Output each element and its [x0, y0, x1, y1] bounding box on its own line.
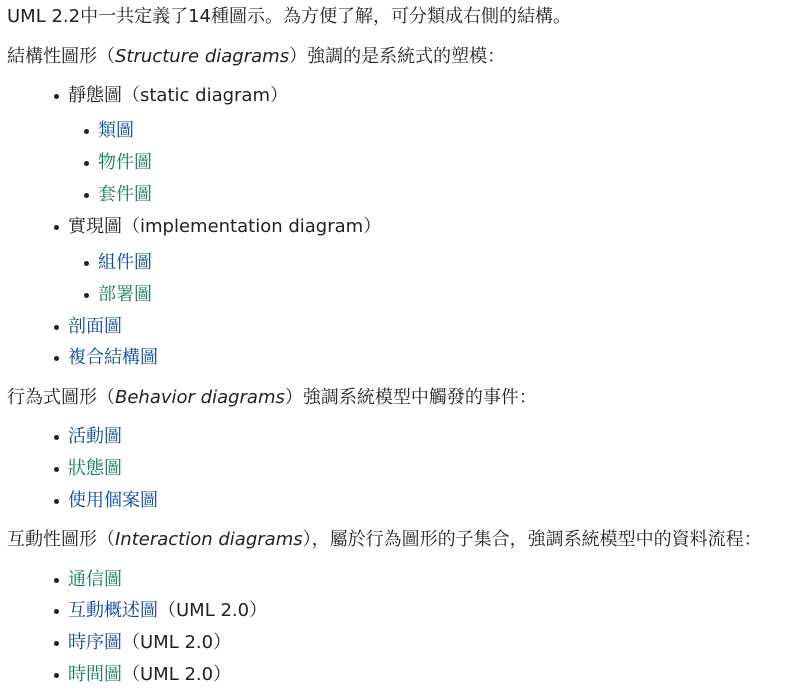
list-item-package-diagram — [84, 183, 152, 207]
bullet-icon — [54, 94, 59, 99]
interaction-prefix: 互動性圖形（ — [7, 529, 115, 550]
list-item-deployment-diagram — [84, 283, 152, 307]
uml-version-note: （UML 2.0） — [158, 600, 268, 621]
list-item-class-diagram — [84, 119, 134, 143]
package-diagram-link[interactable]: 套件圖 — [98, 184, 152, 205]
list-item-object-diagram — [84, 151, 152, 175]
deployment-diagram-link[interactable]: 部署圖 — [98, 284, 152, 305]
bullet-icon — [84, 161, 89, 166]
behavior-prefix: 行為式圖形（ — [7, 387, 115, 408]
list-item-interaction-overview-diagram — [54, 599, 267, 623]
list-item-state-diagram — [54, 457, 122, 481]
list-item-use-case-diagram — [54, 489, 158, 513]
list-item-profile-diagram — [54, 315, 122, 339]
list-item-static-diagram — [54, 84, 288, 108]
timing-diagram-link[interactable]: 時間圖 — [68, 664, 122, 685]
implementation-diagram-label: 實現圖（implementation diagram） — [68, 216, 382, 237]
bullet-icon — [84, 293, 89, 298]
state-diagram-link[interactable]: 狀態圖 — [68, 458, 122, 479]
list-item-component-diagram — [84, 251, 152, 275]
list-item-sequence-diagram — [54, 631, 231, 655]
bullet-icon — [84, 261, 89, 266]
bullet-icon — [54, 673, 59, 678]
uml-version-note: （UML 2.0） — [122, 664, 232, 685]
interaction-term: Interaction diagrams — [115, 529, 303, 550]
behavior-diagrams-paragraph — [7, 386, 537, 410]
use-case-diagram-link[interactable]: 使用個案圖 — [68, 490, 158, 511]
intro-paragraph — [7, 5, 571, 29]
bullet-icon — [54, 609, 59, 614]
bullet-icon — [54, 356, 59, 361]
composite-structure-diagram-link[interactable]: 複合結構圖 — [68, 347, 158, 368]
bullet-icon — [54, 499, 59, 504]
list-item-composite-structure-diagram — [54, 346, 158, 370]
interaction-suffix: ），屬於行為圖形的子集合，強調系統模型中的資料流程： — [302, 529, 762, 550]
static-diagram-label: 靜態圖（static diagram） — [68, 85, 288, 106]
list-item-implementation-diagram — [54, 215, 381, 239]
profile-diagram-link[interactable]: 剖面圖 — [68, 316, 122, 337]
structure-diagrams-paragraph — [7, 45, 505, 69]
bullet-icon — [84, 193, 89, 198]
bullet-icon — [54, 435, 59, 440]
activity-diagram-link[interactable]: 活動圖 — [68, 426, 122, 447]
list-item-activity-diagram — [54, 425, 122, 449]
list-item-timing-diagram — [54, 663, 231, 687]
structure-term: Structure diagrams — [115, 46, 290, 67]
communication-diagram-link[interactable]: 通信圖 — [68, 569, 122, 590]
object-diagram-link[interactable]: 物件圖 — [98, 152, 152, 173]
bullet-icon — [54, 325, 59, 330]
structure-suffix: ）強調的是系統式的塑模： — [289, 46, 506, 67]
uml-version-note: （UML 2.0） — [122, 632, 232, 653]
behavior-suffix: ）強調系統模型中觸發的事件： — [284, 387, 537, 408]
bullet-icon — [84, 129, 89, 134]
component-diagram-link[interactable]: 組件圖 — [98, 252, 152, 273]
class-diagram-link[interactable]: 類圖 — [98, 120, 134, 141]
sequence-diagram-link[interactable]: 時序圖 — [68, 632, 122, 653]
bullet-icon — [54, 467, 59, 472]
intro-text: UML 2.2中一共定義了14種圖示。為方便了解，可分類成右側的結構。 — [7, 6, 571, 27]
interaction-diagrams-paragraph — [7, 528, 762, 552]
bullet-icon — [54, 578, 59, 583]
list-item-communication-diagram — [54, 568, 122, 592]
bullet-icon — [54, 641, 59, 646]
interaction-overview-diagram-link[interactable]: 互動概述圖 — [68, 600, 158, 621]
bullet-icon — [54, 225, 59, 230]
structure-prefix: 結構性圖形（ — [7, 46, 115, 67]
behavior-term: Behavior diagrams — [115, 387, 285, 408]
